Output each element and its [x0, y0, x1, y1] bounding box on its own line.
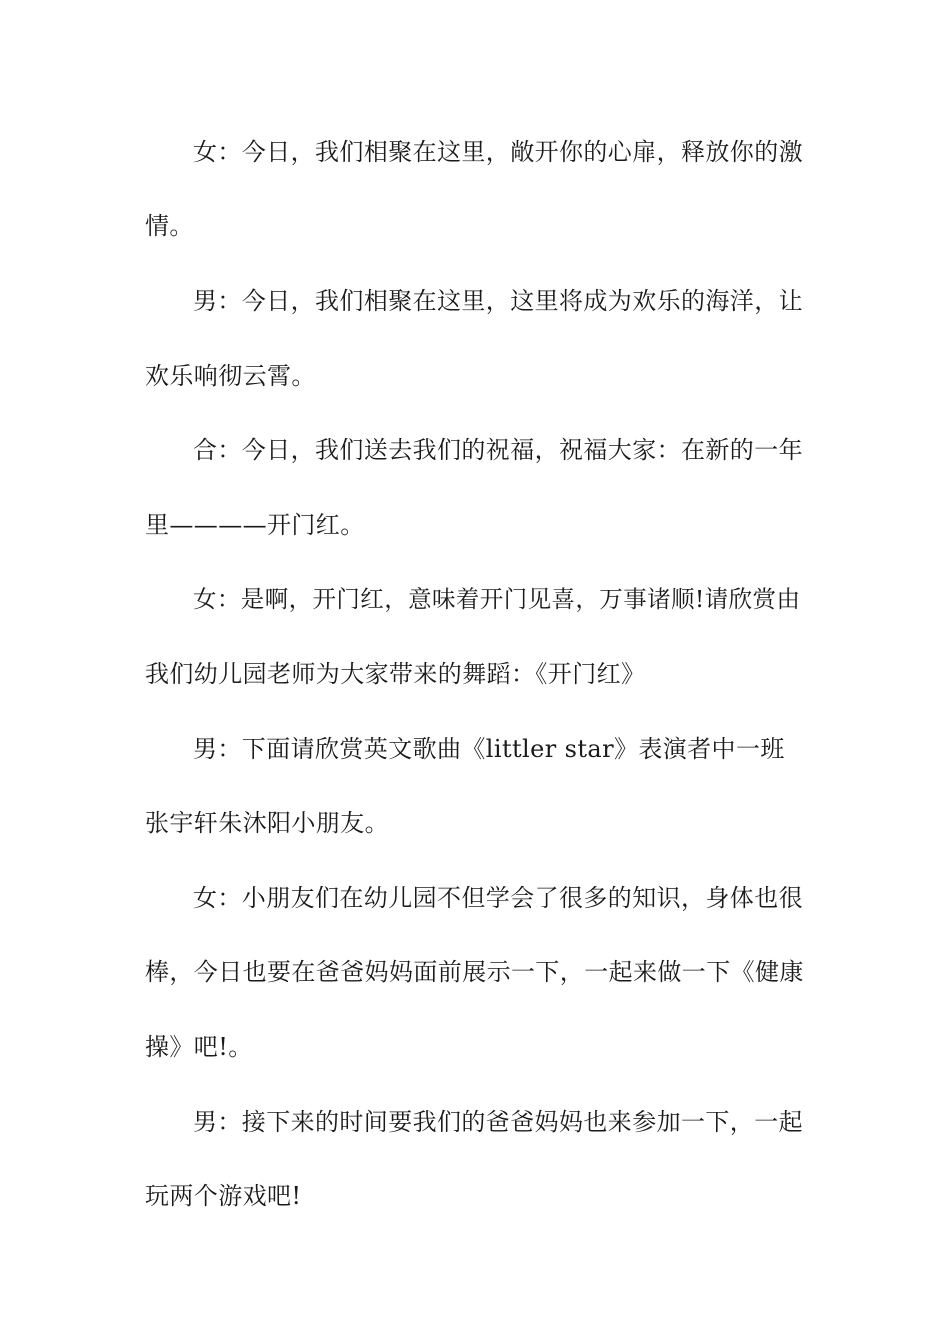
paragraph-7-line-1: 男：接下来的时间要我们的爸爸妈妈也来参加一下，一起: [193, 1108, 803, 1136]
paragraph-1-line-1: 女：今日，我们相聚在这里，敞开你的心扉，释放你的激: [193, 138, 803, 166]
paragraph-6-line-3: 操》吧!。: [145, 1033, 253, 1061]
paragraph-4-line-1: 女：是啊，开门红，意味着开门见喜，万事诸顺!请欣赏由: [193, 585, 801, 613]
paragraph-1-line-2: 情。: [145, 212, 194, 240]
paragraph-7-line-2: 玩两个游戏吧!: [145, 1182, 302, 1210]
paragraph-2-line-1: 男：今日，我们相聚在这里，这里将成为欢乐的海洋，让: [193, 287, 803, 315]
paragraph-5-line-2: 张宇轩朱沐阳小朋友。: [145, 809, 389, 837]
paragraph-4-line-2: 我们幼儿园老师为大家带来的舞蹈：《开门红》: [145, 660, 646, 688]
paragraph-5-line-1: 男：下面请欣赏英文歌曲《littler star》表演者中一班: [193, 735, 785, 763]
paragraph-2-line-2: 欢乐响彻云霄。: [145, 362, 316, 390]
paragraph-3-line-1: 合：今日，我们送去我们的祝福，祝福大家：在新的一年: [193, 436, 803, 464]
paragraph-6-line-1: 女：小朋友们在幼儿园不但学会了很多的知识，身体也很: [193, 884, 803, 912]
paragraph-3-line-2: 里————开门红。: [145, 511, 365, 539]
paragraph-6-line-2: 棒，今日也要在爸爸妈妈面前展示一下，一起来做一下《健康: [145, 958, 804, 986]
